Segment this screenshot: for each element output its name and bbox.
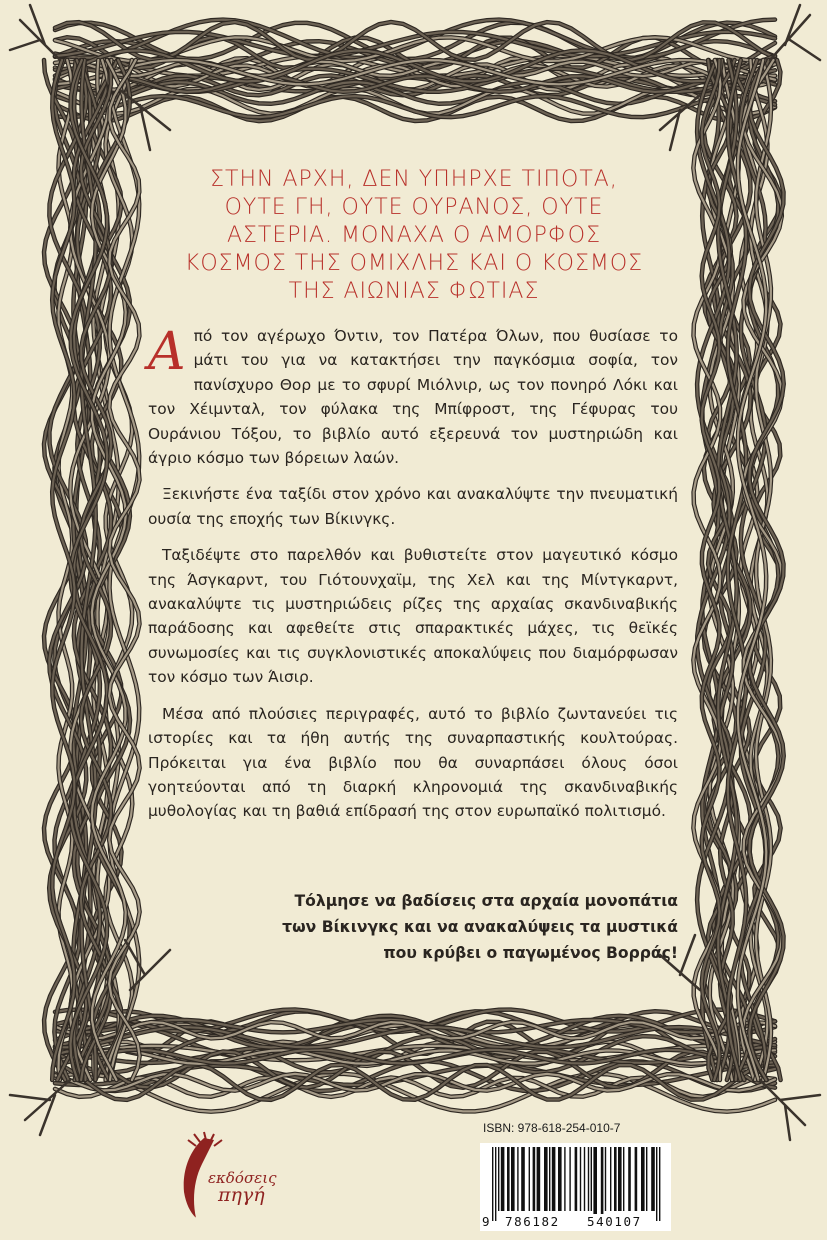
closing-line: των Βίκινγκς και να ανακαλύψεις τα μυστικά xyxy=(282,918,678,936)
blurb xyxy=(148,324,678,836)
publisher-line1: εκδόσεις xyxy=(208,1169,277,1187)
barcode-digit-first: 9 xyxy=(482,1214,490,1229)
drop-cap: Α xyxy=(148,322,186,382)
barcode-digits-left: 786182 xyxy=(502,1214,563,1229)
header-line: ΑΣΤΕΡΙΑ. ΜΟΝΑΧΑ Ο ΑΜΟΡΦΟΣ xyxy=(226,223,602,248)
closing-line: που κρύβει ο παγωμένος Βορράς! xyxy=(383,944,678,962)
header-line: ΣΤΗΝ ΑΡΧΗ, ΔΕΝ ΥΠΗΡΧΕ ΤΙΠΟΤΑ, xyxy=(210,167,618,192)
publisher-line2: πηγή xyxy=(218,1184,265,1206)
header-line: ΚΟΣΜΟΣ ΤΗΣ ΟΜΙΧΛΗΣ ΚΑΙ Ο ΚΟΣΜΟΣ xyxy=(184,251,644,276)
paragraph xyxy=(148,324,678,470)
barcode-digits xyxy=(480,1212,671,1232)
header-line: ΟΥΤΕ ΓΗ, ΟΥΤΕ ΟΥΡΑΝΟΣ, ΟΥΤΕ xyxy=(224,195,604,220)
publisher-logo xyxy=(170,1130,320,1220)
closing-line: Τόλμησε να βαδίσεις στα αρχαία μονοπάτια xyxy=(294,892,678,910)
isbn-label: ISBN: 978-618-254-010-7 xyxy=(483,1121,621,1135)
header-line: ΤΗΣ ΑΙΩΝΙΑΣ ΦΩΤΙΑΣ xyxy=(288,279,540,304)
paragraph: Ταξιδέψτε στο παρελθόν και βυθιστείτε στον μαγευτικό κόσμο της Άσγκαρντ, του Γιότουνχαϊμ, της Χελ και της Μίντγκαρντ, ανακαλύψτε τις μυστηριώδεις ρίζες της αρχαίας σκανδιναβικής παράδοσης και αφεθείτε στις σπαρακτικές μάχες, τις θεϊκές συνωμοσίες και τις συγκλονιστικές αποκαλύψεις που διαμόρφωσαν τον κόσμο των Άισιρ. xyxy=(148,546,678,687)
paragraph-text: πό τον αγέρωχο Όντιν, τον Πατέρα Όλων, που θυσίασε το μάτι του για να κατακτήσει την παγκόσμια σοφία, τον πανίσχυρο Θορ με το σφυρί Μιόλνιρ, ως τον πονηρό Λόκι και τον Χέιμνταλ, τον φύλακα της Μπίφροστ, της Γέφυρας του Ουράνιου Τόξου, το βιβλίο αυτό εξερευνά τον μυστηριώδη και άγριο κόσμο των βόρειων λαών. xyxy=(148,327,678,468)
paragraph: Ξεκινήστε ένα ταξίδι στον χρόνο και ανακαλύψτε την πνευματική ουσία της εποχής των Βίκινγκς. xyxy=(148,485,678,528)
barcode-digits-right: 540107 xyxy=(584,1214,645,1229)
header-red-text xyxy=(160,166,668,306)
publisher-name xyxy=(208,1170,277,1204)
paragraph: Μέσα από πλούσιες περιγραφές, αυτό το βιβλίο ζωντανεύει τις ιστορίες και τα ήθη αυτής της συναρπαστικής κουλτούρας. Πρόκειται για ένα βιβλίο που θα συναρπάσει όλους όσοι γοητεύονται από τη διαρκή κληρονομιά της σκανδιναβικής μυθολογίας και τη βαθιά επίδρασή της στον ευρωπαϊκό πολιτισμό. xyxy=(148,704,678,821)
closing-tagline xyxy=(148,888,678,966)
